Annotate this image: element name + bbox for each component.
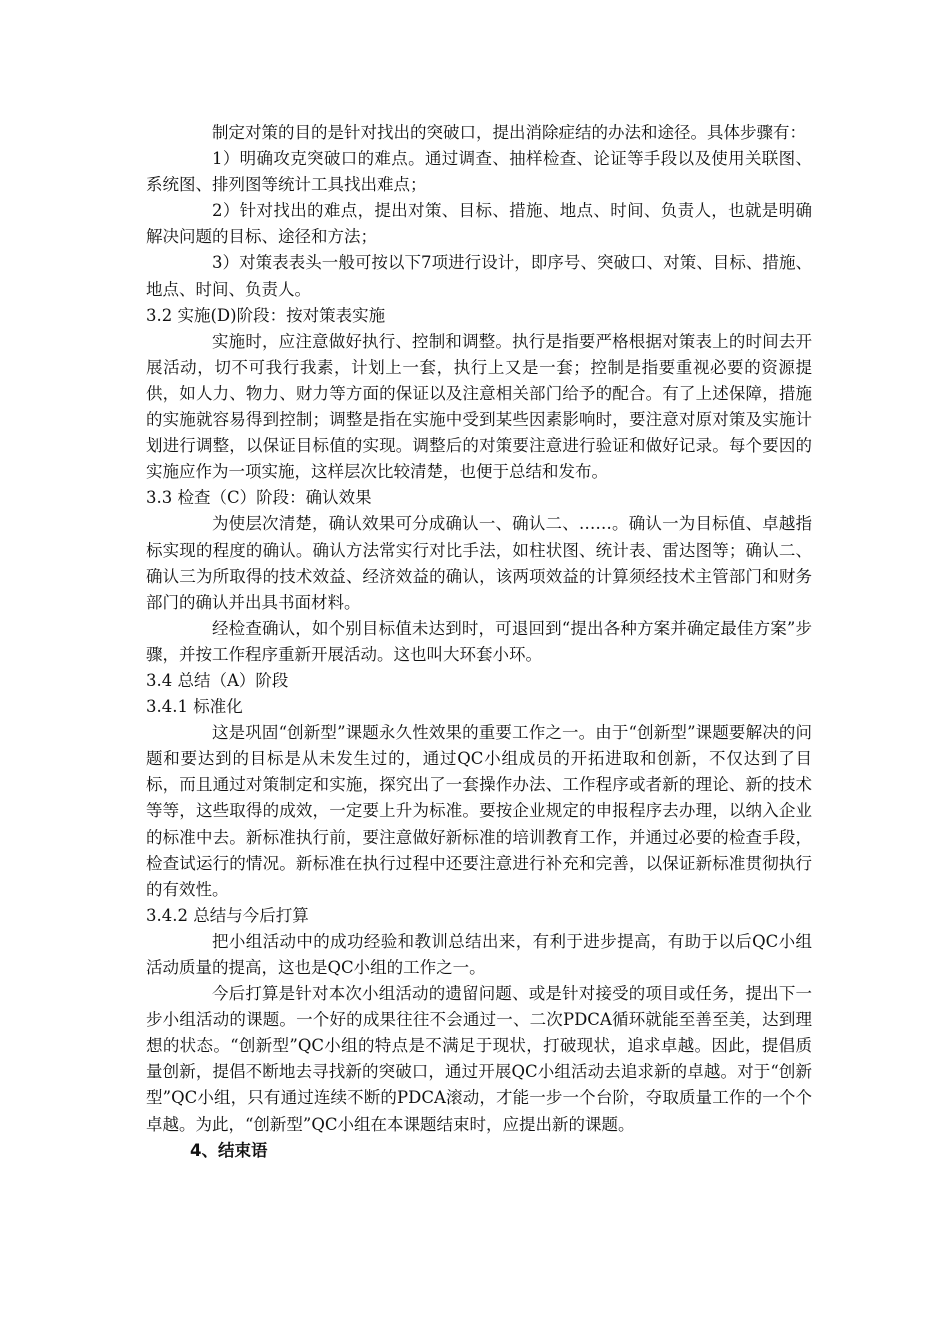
paragraph-confirmation: 为使层次清楚，确认效果可分成确认一、确认二、……。确认一为目标值、卓越指标实现的程度的确认。确认方法常实行对比手法，如柱状图、统计表、雷达图等；确认二、确认三为所取得的技术效益、经济效益的确认，该两项效益的计算须经技术主管部门和财务部门的确认并出具书面材料。 <box>146 514 812 612</box>
paragraph-summary: 把小组活动中的成功经验和教训总结出来，有利于进步提高，有助于以后QC小组活动质量的提高，这也是QC小组的工作之一。 <box>146 931 812 977</box>
heading-3-4: 3.4 总结（A）阶段 <box>146 670 289 690</box>
paragraph-recheck: 经检查确认，如个别目标值未达到时，可退回到“提出各种方案并确定最佳方案”步骤，并按工作程序重新开展活动。这也叫大环套小环。 <box>146 618 812 664</box>
paragraph-intro: 制定对策的目的是针对找出的突破口，提出消除症结的办法和途径。具体步骤有： <box>212 123 806 142</box>
paragraph-future-plan: 今后打算是针对本次小组活动的遗留问题、或是针对接受的项目或任务，提出下一步小组活动的课题。一个好的成果往往不会通过一、二次PDCA循环就能至善至美，达到理想的状态。“创新型”QC小组的特点是不满足于现状，打破现状，追求卓越。因此，提倡质量创新，提倡不断地去寻找新的突破口，通过开展QC小组活动去追求新的卓越。对于“创新型”QC小组，只有通过连续不断的PDCA滚动，才能一步一个台阶，夺取质量工作的一个个卓越。为此，“创新型”QC小组在本课题结束时，应提出新的课题。 <box>146 984 812 1134</box>
heading-3-4-1: 3.4.1 标准化 <box>146 697 243 717</box>
document-page <box>146 120 812 1164</box>
list-item-3: 3）对策表表头一般可按以下7项进行设计，即序号、突破口、对策、目标、措施、地点、时间、负责人。 <box>146 253 812 299</box>
paragraph-implementation: 实施时，应注意做好执行、控制和调整。执行是指要严格根据对策表上的时间去开展活动，切不可我行我素，计划上一套，执行上又是一套；控制是指要重视必要的资源提供，如人力、物力、财力等方面的保证以及注意相关部门给予的配合。有了上述保障，措施的实施就容易得到控制；调整是指在实施中受到某些因素影响时，要注意对原对策及实施计划进行调整，以保证目标值的实现。调整后的对策要注意进行验证和做好记录。每个要因的实施应作为一项实施，这样层次比较清楚，也便于总结和发布。 <box>146 331 812 482</box>
heading-3-3: 3.3 检查（C）阶段：确认效果 <box>146 488 372 508</box>
paragraph-standardization: 这是巩固“创新型”课题永久性效果的重要工作之一。由于“创新型”课题要解决的问题和要达到的目标是从未发生过的，通过QC小组成员的开拓进取和创新，不仅达到了目标，而且通过对策制定和实施，探究出了一套操作办法、工作程序或者新的理论、新的技术等等，这些取得的成效，一定要上升为标准。要按企业规定的申报程序去办理，以纳入企业的标准中去。新标准执行前，要注意做好新标准的培训教育工作，并通过必要的检查手段，检查试运行的情况。新标准在执行过程中还要注意进行补充和完善，以保证新标准贯彻执行的有效性。 <box>146 723 812 899</box>
heading-3-2: 3.2 实施(D)阶段：按对策表实施 <box>146 305 386 325</box>
list-item-1: 1）明确攻克突破口的难点。通过调查、抽样检查、论证等手段以及使用关联图、系统图、排列图等统计工具找出难点； <box>146 149 812 195</box>
heading-4-conclusion: 4、结束语 <box>190 1140 268 1160</box>
list-item-2: 2）针对找出的难点，提出对策、目标、措施、地点、时间、负责人，也就是明确解决问题的目标、途径和方法； <box>146 201 812 247</box>
heading-3-4-2: 3.4.2 总结与今后打算 <box>146 905 309 925</box>
